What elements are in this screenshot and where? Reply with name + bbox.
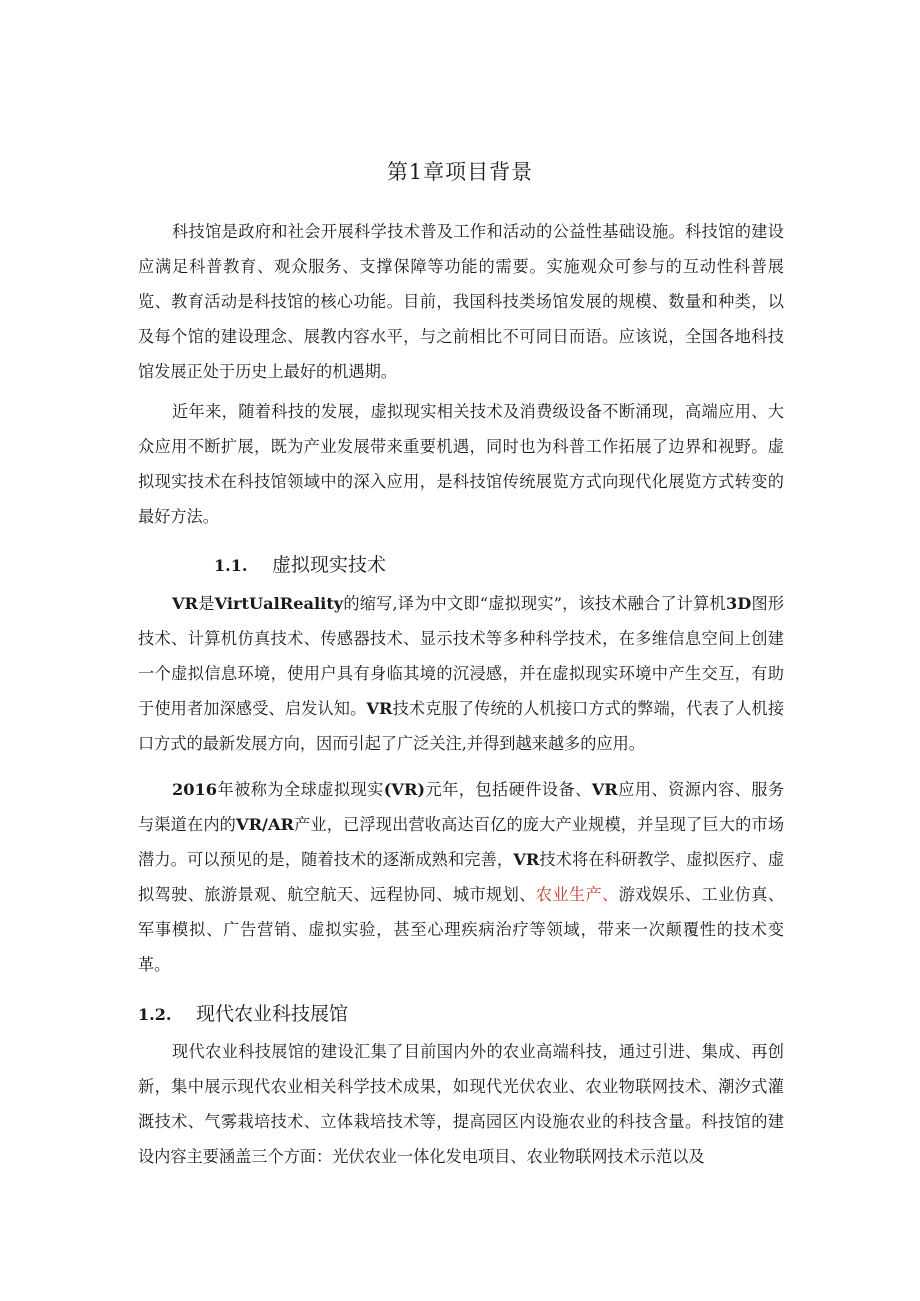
- bold-term: 2016: [172, 780, 218, 799]
- bold-term: VR/AR: [236, 815, 294, 834]
- vr-paragraph-1: [138, 586, 784, 761]
- text-run: 元年，包括硬件设备、: [425, 780, 592, 799]
- section-1-2-heading: [138, 999, 348, 1026]
- text-run: 的缩写,译为中文即“虚拟现实”，该技术融合了计算机: [343, 594, 726, 613]
- bold-term: (VR): [383, 780, 426, 799]
- bold-term: VR: [591, 780, 618, 799]
- agri-paragraph-1: 现代农业科技展馆的建设汇集了目前国内外的农业高端科技，通过引进、集成、再创新，集中展示现代农业相关科学技术成果，如现代光伏农业、农业物联网技术、潮汐式灌溉技术、气雾栽培技术、立体栽培技术等，提高园区内设施农业的科技含量。科技馆的建设内容主要涵盖三个方面：光伏农业一体化发电项目、农业物联网技术示范以及: [138, 1042, 784, 1166]
- text-run: 技术将在科研教学、虚拟医疗、虚拟驾驶、旅游景观、航空航天、远程协同、城市规划、: [138, 850, 785, 904]
- text-run: 年被称为全球虚拟现实: [217, 780, 384, 799]
- bold-term: VR: [172, 594, 199, 613]
- bold-term: VR: [513, 850, 540, 869]
- section-number: 1.2.: [138, 1005, 172, 1024]
- bold-term: VirtUalReality: [214, 594, 344, 613]
- section-title: 现代农业科技展馆: [196, 1003, 349, 1025]
- chapter-title: 第1章项目背景: [386, 160, 534, 184]
- section-number: 1.1.: [214, 556, 248, 575]
- text-run: 游戏娱乐、工业仿真、军事模拟、广告营销、虚拟实验，甚至心理疾病治疗等领域，带来一次颠覆性的技术变革。: [138, 885, 785, 974]
- highlighted-text: 农业生产、: [535, 885, 619, 904]
- text-run: 技术克服了传统的人机接口方式的弊端，代表了人机接口方式的最新发展方向，因而引起了广泛关注,并得到越来越多的应用。: [138, 699, 785, 753]
- section-1-1-heading: [214, 550, 386, 577]
- text-run: 图形技术、计算机仿真技术、传感器技术、显示技术等多种科学技术，在多维信息空间上创建一个虚拟信息环境，使用户具有身临其境的沉浸感，并在虚拟现实环境中产生交互，有助于使用者加深感受、启发认知。: [138, 594, 785, 718]
- text-run: 产业，已浮现出营收高达百亿的庞大产业规模，并呈现了巨大的市场潜力。可以预见的是，随着技术的逐渐成熟和完善，: [138, 815, 785, 869]
- bold-term: VR: [366, 699, 393, 718]
- vr-paragraph-2: [138, 772, 784, 982]
- bold-term: 3D: [725, 594, 752, 613]
- text-run: 是: [198, 594, 215, 613]
- intro-paragraph-1: 科技馆是政府和社会开展科学技术普及工作和活动的公益性基础设施。科技馆的建设应满足科普教育、观众服务、支撑保障等功能的需要。实施观众可参与的互动性科普展览、教育活动是科技馆的核心功能。目前，我国科技类场馆发展的规模、数量和种类，以及每个馆的建设理念、展教内容水平，与之前相比不可同日而语。应该说，全国各地科技馆发展正处于历史上最好的机遇期。: [138, 222, 784, 381]
- section-title: 虚拟现实技术: [272, 554, 387, 576]
- intro-paragraph-2: 近年来，随着科技的发展，虚拟现实相关技术及消费级设备不断涌现，高端应用、大众应用不断扩展，既为产业发展带来重要机遇，同时也为科普工作拓展了边界和视野。虚拟现实技术在科技馆领域中的深入应用，是科技馆传统展览方式向现代化展览方式转变的最好方法。: [138, 402, 784, 526]
- text-run: 应用、资源内容、服务与渠道在内的: [138, 780, 785, 834]
